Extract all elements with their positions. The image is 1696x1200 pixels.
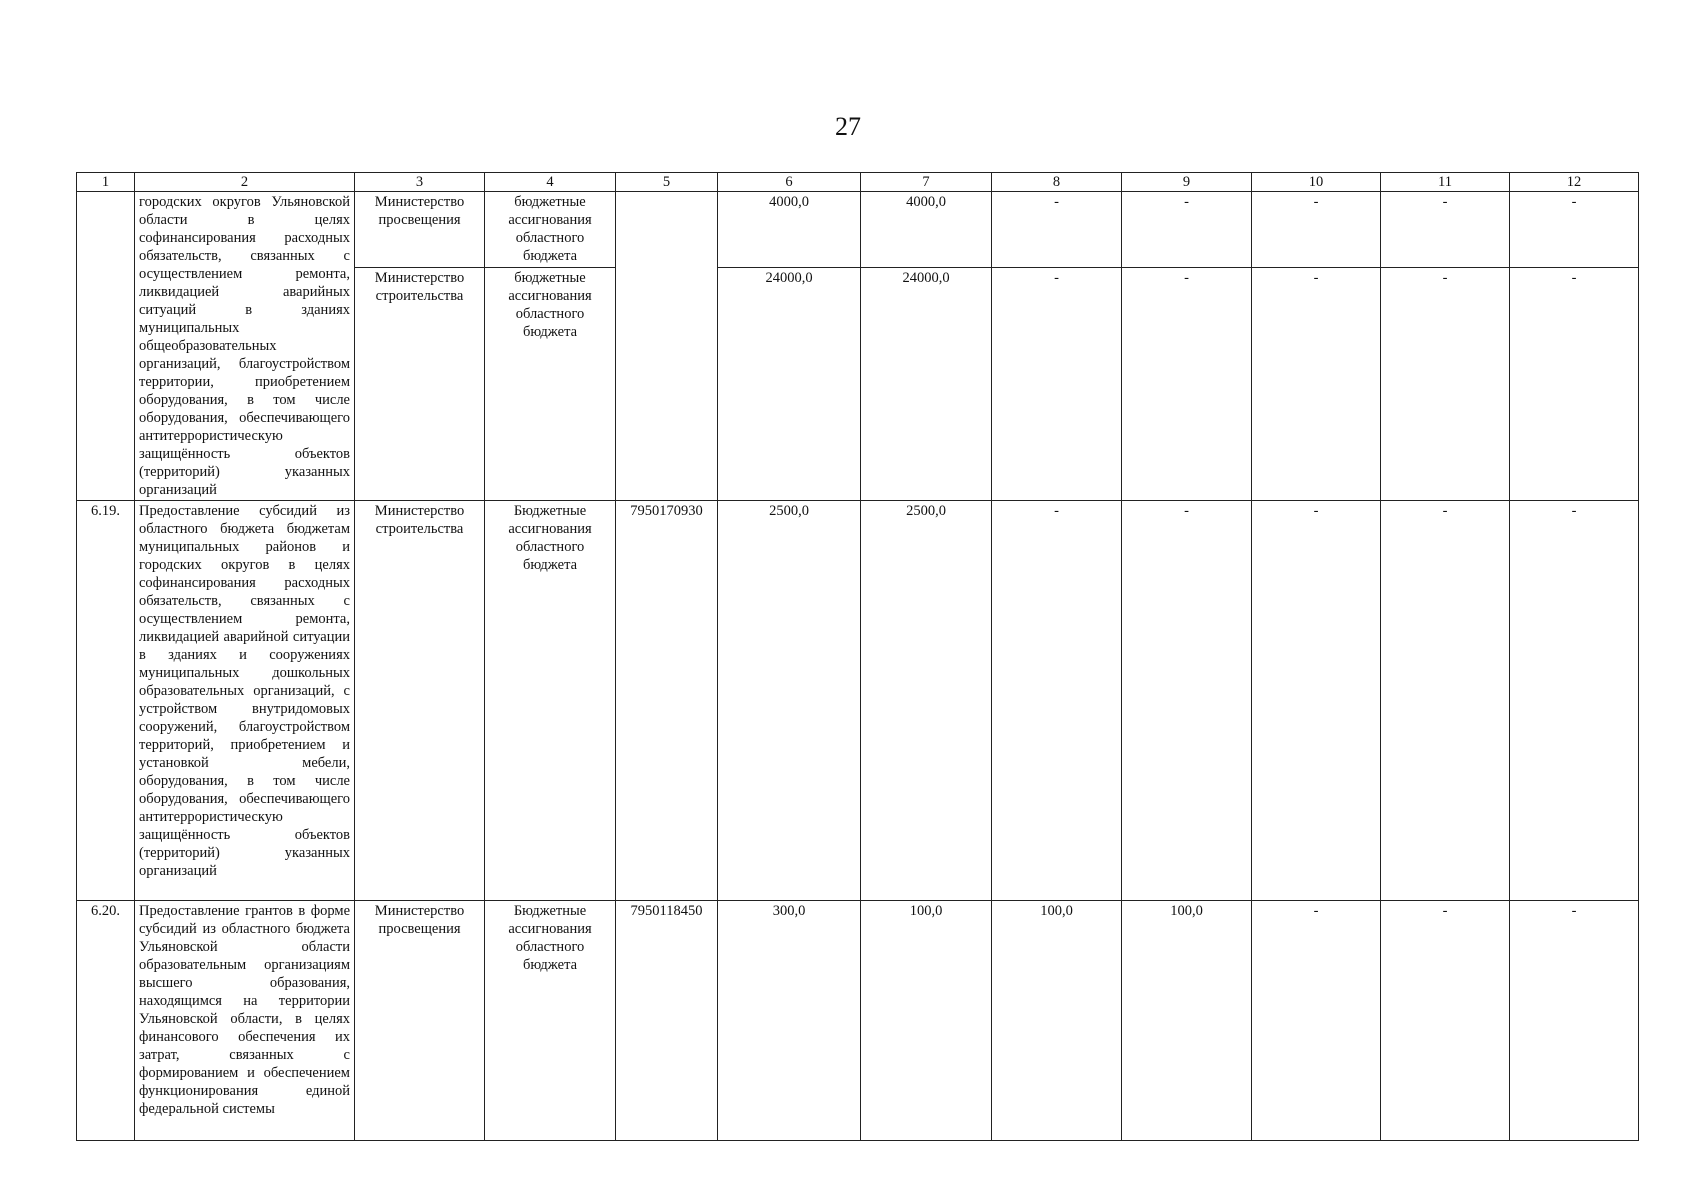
row-value-10: - <box>1252 501 1381 901</box>
row-value-6: 2500,0 <box>718 501 861 901</box>
row-funding-source: Бюджетные ассигнования областного бюджета <box>485 501 616 901</box>
row-value-10: - <box>1252 901 1381 1141</box>
col-header-11: 11 <box>1381 173 1510 192</box>
row-value-11: - <box>1381 267 1510 500</box>
budget-table <box>76 172 1639 1141</box>
row-value-8: - <box>992 267 1122 500</box>
row-value-12: - <box>1510 267 1639 500</box>
row-value-6: 300,0 <box>718 901 861 1141</box>
col-header-5: 5 <box>616 173 718 192</box>
row-value-9: - <box>1122 192 1252 268</box>
row-code <box>616 192 718 501</box>
row-value-8: - <box>992 192 1122 268</box>
row-value-7: 4000,0 <box>861 192 992 268</box>
table-row <box>77 192 1639 268</box>
col-header-4: 4 <box>485 173 616 192</box>
row-number: 6.19. <box>77 501 135 901</box>
row-value-6: 4000,0 <box>718 192 861 268</box>
row-value-7: 24000,0 <box>861 267 992 500</box>
row-funding-source: Бюджетные ассигнования областного бюджета <box>485 901 616 1141</box>
row-value-8: 100,0 <box>992 901 1122 1141</box>
col-header-9: 9 <box>1122 173 1252 192</box>
col-header-2: 2 <box>135 173 355 192</box>
col-header-7: 7 <box>861 173 992 192</box>
row-description: Предоставление грантов в форме субсидий из областного бюджета Ульяновской области образовательным организациям высшего образования, находящимся на территории Ульяновской области, в целях финансового обеспечения их затрат, связанных с формированием и обеспечением функционирования единой федеральной системы <box>135 901 355 1141</box>
row-number: 6.20. <box>77 901 135 1141</box>
row-value-12: - <box>1510 192 1639 268</box>
header-row <box>77 173 1639 192</box>
row-value-7: 100,0 <box>861 901 992 1141</box>
row-number <box>77 192 135 501</box>
row-description: Предоставление субсидий из областного бюджета бюджетам муниципальных районов и городских округов в целях софинансирования расходных обязательств, связанных с осуществлением ремонта, ликвидацией аварийной ситуации в зданиях и сооружениях муниципальных дошкольных образовательных организаций, с устройством внутридомовых сооружений, благоустройством территорий, приобретением и установкой мебели, оборудования, в том числе оборудования, обеспечивающего антитеррористическую защищённость объектов (территорий) указанных организаций <box>135 501 355 901</box>
row-code: 7950170930 <box>616 501 718 901</box>
row-value-10: - <box>1252 192 1381 268</box>
row-value-12: - <box>1510 501 1639 901</box>
row-value-11: - <box>1381 901 1510 1141</box>
col-header-1: 1 <box>77 173 135 192</box>
table-row <box>77 901 1639 1141</box>
row-executor: Министерство просвещения <box>355 901 485 1141</box>
col-header-6: 6 <box>718 173 861 192</box>
col-header-10: 10 <box>1252 173 1381 192</box>
col-header-3: 3 <box>355 173 485 192</box>
row-value-11: - <box>1381 192 1510 268</box>
row-value-11: - <box>1381 501 1510 901</box>
table-row <box>77 501 1639 901</box>
row-funding-source: бюджетные ассигнования областного бюджета <box>485 192 616 268</box>
row-value-12: - <box>1510 901 1639 1141</box>
col-header-12: 12 <box>1510 173 1639 192</box>
row-value-7: 2500,0 <box>861 501 992 901</box>
row-executor: Министерство просвещения <box>355 192 485 268</box>
page-number: 27 <box>835 112 861 141</box>
row-value-9: - <box>1122 267 1252 500</box>
row-description: городских округов Ульяновской области в целях софинансирования расходных обязательств, связанных с осуществлением ремонта, ликвидацией аварийных ситуаций в зданиях муниципальных общеобразовательных организаций, благоустройством территории, приобретением оборудования, в том числе оборудования, обеспечивающего антитеррористическую защищённость объектов (территорий) указанных организаций <box>135 192 355 501</box>
row-funding-source: бюджетные ассигнования областного бюджета <box>485 267 616 500</box>
row-executor: Министерство строительства <box>355 267 485 500</box>
row-value-6: 24000,0 <box>718 267 861 500</box>
row-value-9: 100,0 <box>1122 901 1252 1141</box>
row-code: 7950118450 <box>616 901 718 1141</box>
row-value-10: - <box>1252 267 1381 500</box>
row-value-8: - <box>992 501 1122 901</box>
col-header-8: 8 <box>992 173 1122 192</box>
row-value-9: - <box>1122 501 1252 901</box>
row-executor: Министерство строительства <box>355 501 485 901</box>
